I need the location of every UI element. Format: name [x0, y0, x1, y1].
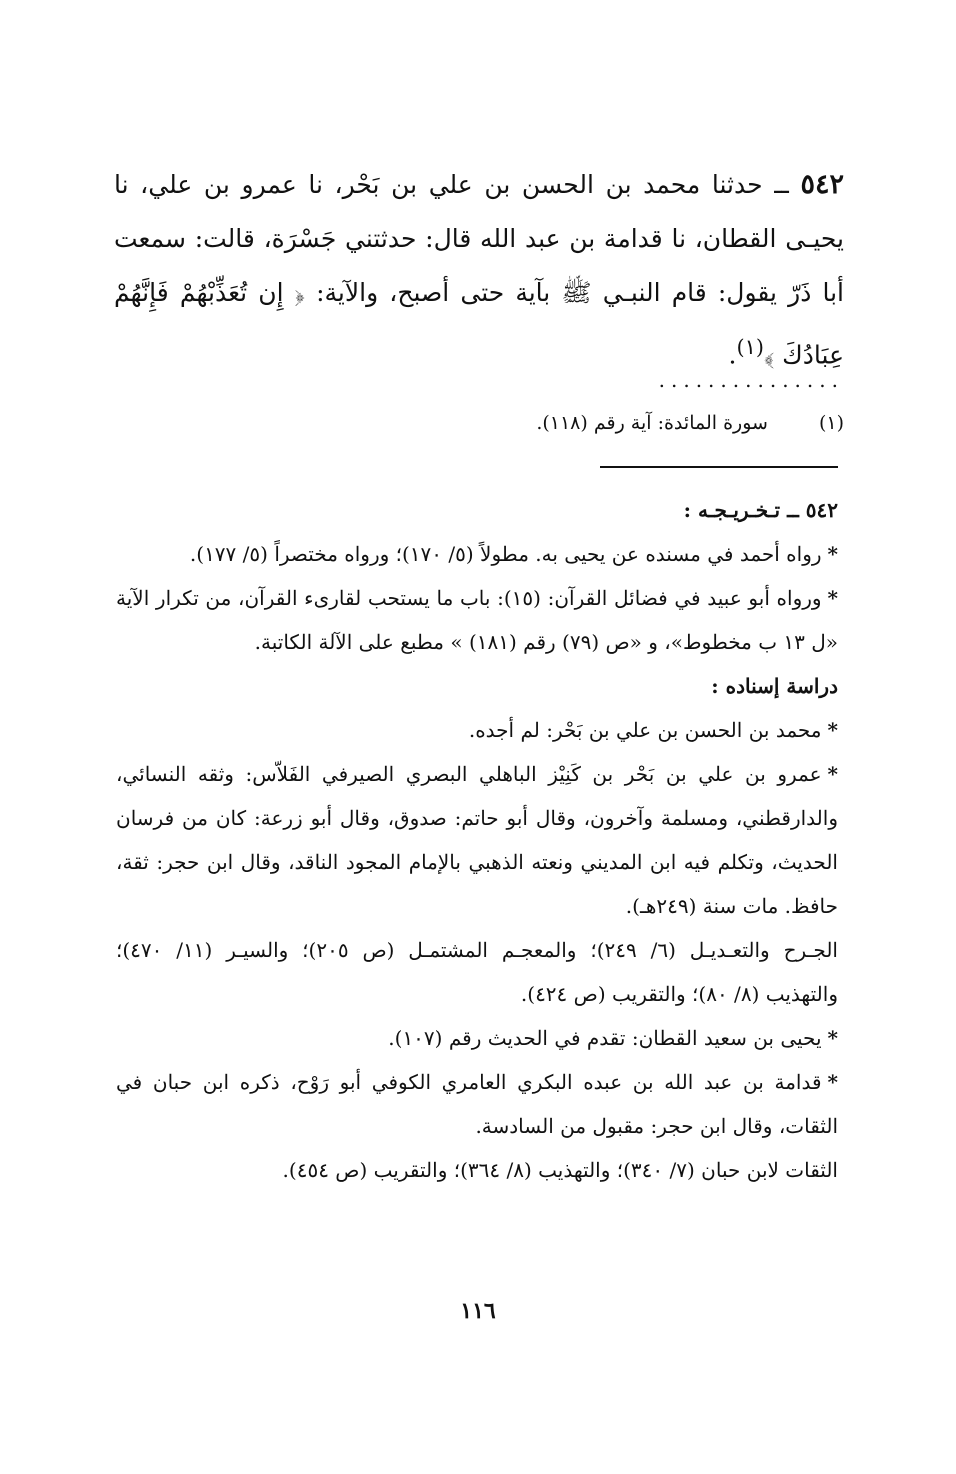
paragraph-references-1: الجـرح والتعـديـل (٦/ ٢٤٩)؛ والمعجـم المشتمـل (ص ٢٠٥)؛ والسيـر (١١/ ٤٧٠)؛ والتهذيب (٨/ ٨٠)؛ والتقريب (ص ٤٢٤).	[116, 938, 838, 1006]
isnad-heading: دراسة إسناده :	[711, 674, 838, 698]
footnote-text: سورة المائدة: آية رقم (١١٨).	[536, 412, 768, 434]
bullet-mark: *	[827, 762, 838, 786]
hadith-text	[114, 158, 844, 382]
bullet-mark: *	[827, 542, 838, 566]
takhrij-heading: ٥٤٢ ــ تـخـريـجـه :	[683, 498, 838, 522]
section-divider	[600, 466, 838, 468]
bullet-mark: *	[827, 718, 838, 742]
bullet-mark: *	[827, 1026, 838, 1050]
hadith-body: حدثنا محمد بن الحسن بن علي بن بَحْر، نا عمرو بن علي، نا يحيـى القطان، نا قدامة بن عبد الله قال: حدثتني جَسْرَة، قالت: سمعت أبا ذَرّ يقول: قام النبـي ﷺ بآية حتى أصبح، والآية: ﴿ إِن تُعَذِّبْهُمْ فَإِنَّهُمْ عِبَادُكَ ﴾	[114, 170, 844, 370]
takhrij-section	[116, 488, 838, 1192]
footnote	[114, 408, 844, 438]
hadith-end: .	[728, 340, 737, 370]
footnote-number: (١)	[818, 412, 844, 434]
paragraph-narrator-4: *قدامة بن عبد الله بن عبده البكري العامري الكوفي أبو رَوْح، ذكره ابن حبان في الثقات، وقال ابن حجر: مقبول من السادسة.	[116, 1070, 838, 1138]
page-number: ١١٦	[460, 1298, 496, 1324]
footnote-separator-dots: ...............	[658, 368, 844, 392]
hadith-number: ٥٤٢	[800, 169, 845, 200]
paragraph-narrator-1: *محمد بن الحسن بن علي بن بَحْر: لم أجده.	[468, 718, 838, 742]
hadith-dash: ــ	[774, 170, 789, 199]
paragraph-ahmad: *رواه أحمد في مسنده عن يحيى به. مطولاً (٥/ ١٧٠)؛ ورواه مختصراً (٥/ ١٧٧).	[189, 542, 838, 566]
bullet-mark: *	[827, 1070, 838, 1094]
paragraph-abu-ubaid: *ورواه أبو عبيد في فضائل القرآن: (١٥): باب ما يستحب لقارىء القرآن، من تكرار الآية «ل ١٣ ب مخطوط»، و «ص (٧٩) رقم (١٨١) » مطبع على الآلة الكاتبة.	[116, 586, 839, 654]
paragraph-narrator-3: *يحيى بن سعيد القطان: تقدم في الحديث رقم (١٠٧).	[388, 1026, 838, 1050]
paragraph-references-2: الثقات لابن حبان (٧/ ٣٤٠)؛ والتهذيب (٨/ ٣٦٤)؛ والتقريب (ص ٤٥٤).	[282, 1158, 838, 1182]
bullet-mark: *	[827, 586, 839, 610]
footnote-ref: (١)	[736, 335, 764, 359]
paragraph-narrator-2: *عمرو بن علي بن بَحْر بن كَنِيْز الباهلي البصري الصيرفي الفَلاّس: وثقه النسائي، والدارقطني، ومسلمة وآخرون، وقال أبو حاتم: صدوق، وقال أبو زرعة: كان من فرسان الحديث، وتكلم فيه ابن المديني ونعته الذهبي بالإمام المجود الناقد، وقال ابن حجر: ثقة، حافظ. مات سنة (٢٤٩هـ).	[116, 762, 838, 918]
